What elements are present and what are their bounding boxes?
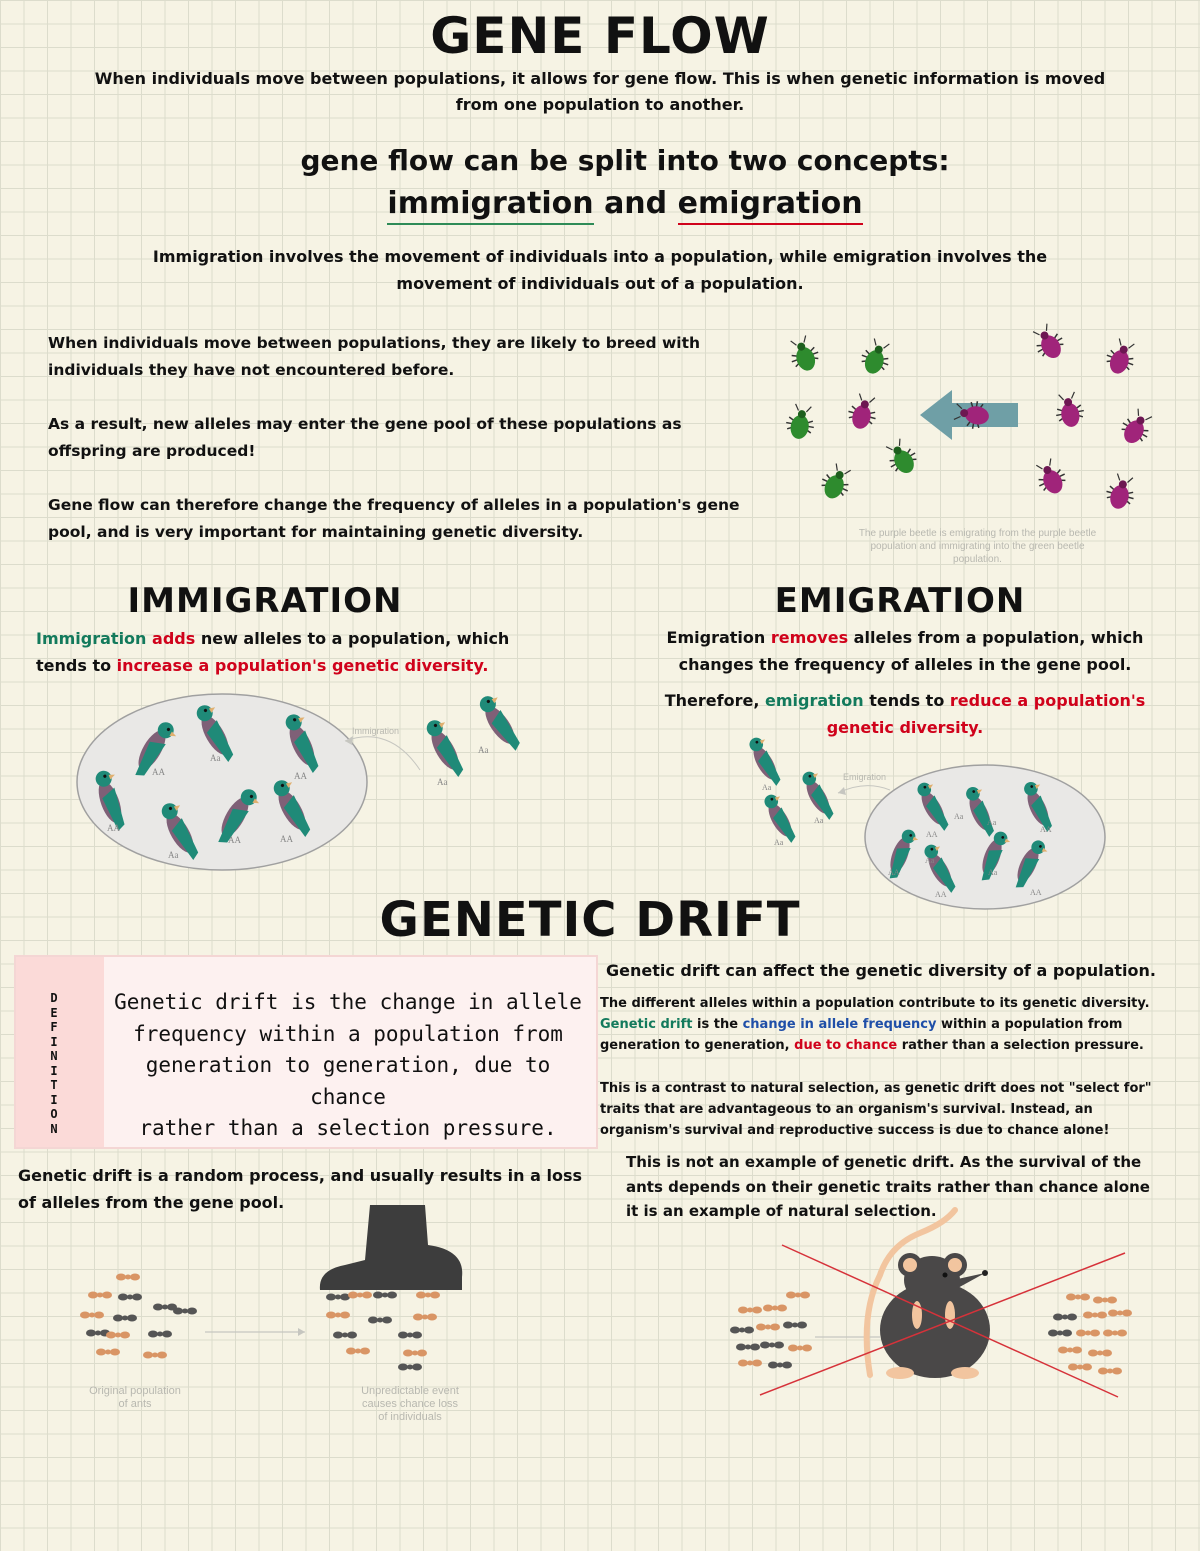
bird-label: Aa bbox=[814, 816, 824, 825]
bird-label: Aa bbox=[437, 777, 448, 787]
not-example-line-1: This is not an example of genetic drift. As the survival of the bbox=[626, 1153, 1142, 1171]
concept-immigration: immigration bbox=[387, 186, 593, 225]
natural-selection-illustration bbox=[720, 1205, 1160, 1405]
caption-original-line-1: Original population bbox=[89, 1385, 181, 1397]
immigration-emigration-definition bbox=[100, 243, 1100, 297]
drift-p1-line-1: The different alleles within a population contribute to its genetic diversity. bbox=[600, 996, 1150, 1011]
bird-label: Aa bbox=[210, 753, 221, 763]
emigration-diagram bbox=[740, 735, 1115, 915]
emigration-term-green: emigration bbox=[764, 691, 864, 710]
para1-line-2: individuals they have not encountered before. bbox=[48, 361, 455, 379]
drift-generation: generation to generation, bbox=[600, 1038, 790, 1053]
concept-and: and bbox=[604, 186, 668, 221]
para2-line-2: offspring are produced! bbox=[48, 442, 256, 460]
intro-line-1: When individuals move between populations, it allows for gene flow. This is when genetic information is moved bbox=[94, 69, 1106, 88]
migration-arrow-icon bbox=[920, 390, 1018, 440]
bird-label: Aa bbox=[774, 838, 784, 847]
drift-p2-line-2: traits that are advantageous to an organism's survival. Instead, an bbox=[600, 1102, 1093, 1117]
immigration-heading: IMMIGRATION bbox=[127, 581, 403, 621]
bird-label: AA bbox=[107, 823, 120, 833]
definition-line-4: rather than a selection pressure. bbox=[139, 1116, 557, 1140]
definition-line-2: frequency within a population from bbox=[133, 1021, 563, 1046]
definition-line-2: movement of individuals out of a population. bbox=[396, 274, 804, 293]
emigration-reduce: reduce a population's bbox=[949, 691, 1146, 710]
drift-p2-line-1: This is a contrast to natural selection, as genetic drift does not "select for" bbox=[600, 1081, 1152, 1096]
para1-line-1: When individuals move between populations, they are likely to breed with bbox=[48, 334, 701, 352]
para3-line-1: Gene flow can therefore change the frequency of alleles in a population's gene bbox=[48, 496, 740, 514]
para3-line-2: pool, and is very important for maintaining genetic diversity. bbox=[48, 523, 584, 541]
drift-right-paragraph-1 bbox=[600, 993, 1190, 1056]
drift-left-line-1: Genetic drift is a random process, and usually results in a loss bbox=[18, 1166, 582, 1185]
drift-due-to-chance: due to chance bbox=[794, 1038, 898, 1053]
bird-label: Aa bbox=[988, 868, 998, 877]
immigration-diagram bbox=[70, 685, 530, 880]
drift-within: within a population from bbox=[941, 1017, 1123, 1032]
definition-line-3: generation to generation, due to chance bbox=[145, 1053, 551, 1109]
drift-is-the: is the bbox=[697, 1017, 739, 1032]
original-ant-population bbox=[80, 1274, 197, 1359]
immigration-line2-start: tends to bbox=[36, 656, 112, 675]
caption-original-line-2: of ants bbox=[118, 1398, 152, 1410]
caption-event-line-1: Unpredictable event bbox=[361, 1385, 459, 1397]
beetle-migration-illustration bbox=[770, 315, 1170, 530]
immigration-adds: adds bbox=[152, 629, 196, 648]
bird-label: Aa bbox=[925, 856, 935, 865]
bird-label: AA bbox=[888, 868, 900, 877]
bird-label: Aa bbox=[762, 783, 772, 792]
caption-unpredictable-event bbox=[340, 1385, 480, 1424]
bird-label: AA bbox=[152, 767, 165, 777]
emigration-removes: removes bbox=[770, 628, 849, 647]
emigration-genetic-diversity: genetic diversity. bbox=[826, 718, 984, 737]
emigration-term: Emigration bbox=[666, 628, 766, 647]
boot-icon bbox=[320, 1205, 462, 1290]
intro-line-2: from one population to another. bbox=[455, 95, 745, 114]
mouse-icon bbox=[867, 1210, 990, 1379]
page-title: GENE FLOW bbox=[430, 7, 770, 65]
drift-boot-illustration bbox=[70, 1195, 490, 1395]
bird-label: AA bbox=[1030, 888, 1042, 897]
drift-right-heading: Genetic drift can affect the genetic diversity of a population. bbox=[606, 961, 1156, 980]
bird-label: AA bbox=[294, 771, 307, 781]
emigration-arrow-label: Emigration bbox=[843, 772, 887, 782]
immigration-rest: new alleles to a population, which bbox=[200, 629, 510, 648]
drift-term: Genetic drift bbox=[600, 1017, 693, 1032]
ants-before bbox=[730, 1292, 812, 1369]
ants-after bbox=[1048, 1294, 1132, 1375]
emigration-line2: changes the frequency of alleles in the gene pool. bbox=[678, 655, 1132, 674]
gene-flow-paragraphs bbox=[48, 330, 788, 546]
immigration-arrow-label: Immigration bbox=[352, 726, 400, 736]
bird-label: AA bbox=[280, 834, 293, 844]
remaining-ant-population bbox=[326, 1292, 440, 1371]
caption-event-line-3: of individuals bbox=[378, 1411, 442, 1423]
emigration-rest: alleles from a population, which bbox=[853, 628, 1144, 647]
definition-text bbox=[108, 987, 588, 1145]
drift-change-freq: change in allele frequency bbox=[742, 1017, 937, 1032]
gene-flow-intro bbox=[60, 66, 1140, 118]
immigration-text bbox=[36, 625, 556, 679]
definition-line-1: Genetic drift is the change in allele bbox=[114, 990, 582, 1014]
not-example-line-3: it is an example of natural selection. bbox=[626, 1202, 937, 1220]
drift-right-paragraph-2 bbox=[600, 1078, 1190, 1141]
caption-original-population bbox=[70, 1385, 200, 1411]
definition-strip bbox=[16, 957, 104, 1147]
bird-label: Aa bbox=[987, 818, 997, 827]
definition-box bbox=[14, 955, 598, 1149]
genetic-drift-title: GENETIC DRIFT bbox=[379, 892, 801, 948]
not-example-line-2: ants depends on their genetic traits rather than chance alone bbox=[626, 1177, 1150, 1196]
drift-left-line-2: of alleles from the gene pool. bbox=[18, 1193, 285, 1212]
split-heading: gene flow can be split into two concepts: bbox=[300, 144, 950, 177]
definition-line-1: Immigration involves the movement of individuals into a population, while emigration involves the bbox=[152, 247, 1048, 266]
bird-label: AA bbox=[935, 890, 947, 899]
caption-event-line-2: causes chance loss bbox=[362, 1398, 458, 1410]
bird-label: Aa bbox=[168, 850, 179, 860]
emigration-tends-to: tends to bbox=[869, 691, 945, 710]
emigration-heading: EMIGRATION bbox=[774, 581, 1026, 621]
definition-vertical-label: DEFINITION bbox=[50, 991, 58, 1136]
bird-label: AA bbox=[228, 835, 241, 845]
bird-label: Aa bbox=[954, 812, 964, 821]
concept-emigration: emigration bbox=[678, 186, 863, 225]
immigration-term: Immigration bbox=[36, 629, 147, 648]
immigration-increase-diversity: increase a population's genetic diversity. bbox=[116, 656, 489, 675]
concepts-heading bbox=[200, 184, 1050, 224]
beetle-caption: The purple beetle is emigrating from the purple beetle population and immigrating into the green beetle population. bbox=[858, 528, 1097, 565]
drift-rather: rather than a selection pressure. bbox=[901, 1038, 1144, 1053]
drift-p2-line-3: organism's survival and reproductive success is due to chance alone! bbox=[600, 1123, 1110, 1138]
bird-label: AA bbox=[926, 830, 938, 839]
bird-label: Aa bbox=[478, 745, 489, 755]
para2-line-1: As a result, new alleles may enter the gene pool of these populations as bbox=[48, 415, 682, 433]
emigration-text bbox=[640, 624, 1170, 741]
bird-label: AA bbox=[1040, 825, 1052, 834]
emigration-therefore: Therefore, bbox=[664, 691, 760, 710]
